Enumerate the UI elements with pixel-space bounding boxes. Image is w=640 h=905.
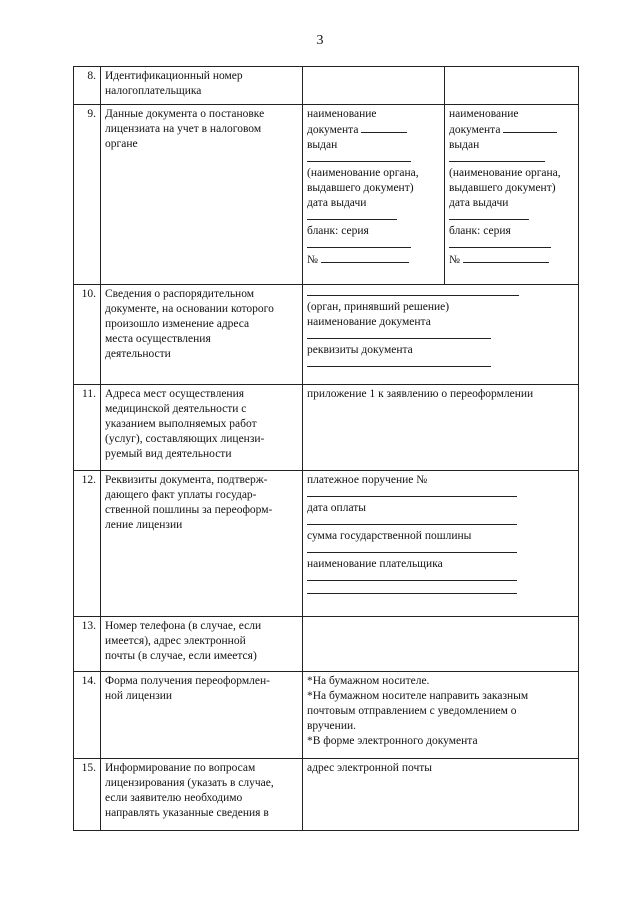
blank-line[interactable] (449, 211, 529, 220)
blank-line[interactable] (321, 252, 409, 263)
blank-line[interactable] (307, 572, 517, 581)
blank-line[interactable] (307, 516, 517, 525)
option-paper[interactable]: *На бумажном носителе. (307, 675, 430, 687)
order-doc-field[interactable]: (орган, принявший решение) наименование документа реквизиты документа (303, 285, 579, 385)
row-number: 13. (74, 617, 101, 672)
blank-line[interactable] (307, 358, 491, 367)
row-15 (74, 759, 579, 831)
tin-field-a[interactable] (303, 67, 445, 105)
blank-line[interactable] (361, 122, 407, 133)
row-number: 10. (74, 285, 101, 385)
contacts-field[interactable] (303, 617, 579, 672)
row-8 (74, 67, 579, 105)
row-14 (74, 672, 579, 759)
row-9 (74, 105, 579, 285)
row-11 (74, 385, 579, 471)
row-label: Идентификационный номер налогоплательщика (101, 67, 303, 105)
blank-line[interactable] (449, 153, 545, 162)
blank-line[interactable] (307, 287, 519, 296)
blank-line[interactable] (449, 239, 551, 248)
blank-line[interactable] (503, 122, 557, 133)
email-info-field[interactable]: адрес электронной почты (303, 759, 579, 831)
blank-line[interactable] (307, 585, 517, 594)
activity-addresses-field[interactable]: приложение 1 к заявлению о переоформлении (303, 385, 579, 471)
tax-doc-column-b[interactable]: наименование документа выдан (наименование органа, выдавшего документ) дата выдачи бланк: серия № (445, 105, 579, 285)
row-13 (74, 617, 579, 672)
blank-line[interactable] (463, 252, 549, 263)
tin-field-b[interactable] (445, 67, 579, 105)
row-label: Форма получения переоформлен- ной лицензии (101, 672, 303, 759)
row-10 (74, 285, 579, 385)
row-label: Реквизиты документа, подтверж- дающего факт уплаты государ- ственной пошлины за переоформ- ление лицензии (101, 471, 303, 617)
application-form-table (73, 66, 579, 831)
row-label: Номер телефона (в случае, если имеется), адрес электронной почты (в случае, если имеется) (101, 617, 303, 672)
state-duty-field[interactable]: платежное поручение № дата оплаты сумма государственной пошлины наименование плательщика (303, 471, 579, 617)
row-number: 8. (74, 67, 101, 105)
row-label: Информирование по вопросам лицензирования (указать в случае, если заявителю необходимо направлять указанные сведения в (101, 759, 303, 831)
blank-line[interactable] (307, 488, 517, 497)
blank-line[interactable] (307, 330, 491, 339)
row-label: Адреса мест осуществления медицинской деятельности с указанием выполняемых работ (услуг), составляющих лицензи- руемый вид деятельности (101, 385, 303, 471)
row-label: Данные документа о постановке лицензиата на учет в налоговом органе (101, 105, 303, 285)
tax-doc-column-a[interactable]: наименование документа выдан (наименование органа, выдавшего документ) дата выдачи бланк: серия № (303, 105, 445, 285)
row-number: 14. (74, 672, 101, 759)
row-number: 15. (74, 759, 101, 831)
blank-line[interactable] (307, 544, 517, 553)
row-number: 11. (74, 385, 101, 471)
blank-line[interactable] (307, 239, 411, 248)
page-number: 3 (316, 33, 324, 48)
row-number: 12. (74, 471, 101, 617)
blank-line[interactable] (307, 211, 397, 220)
row-number: 9. (74, 105, 101, 285)
option-registered-mail[interactable]: *На бумажном носителе направить заказным (307, 690, 529, 702)
option-electronic[interactable]: *В форме электронного документа (307, 735, 478, 747)
license-form-options[interactable]: *На бумажном носителе. *На бумажном носителе направить заказным почтовым отправлением с уведомлением о вручении. *В форме электронного документа (303, 672, 579, 759)
row-label: Сведения о распорядительном документе, на основании которого произошло изменение адреса места осуществления деятельности (101, 285, 303, 385)
blank-line[interactable] (307, 153, 411, 162)
row-12 (74, 471, 579, 617)
